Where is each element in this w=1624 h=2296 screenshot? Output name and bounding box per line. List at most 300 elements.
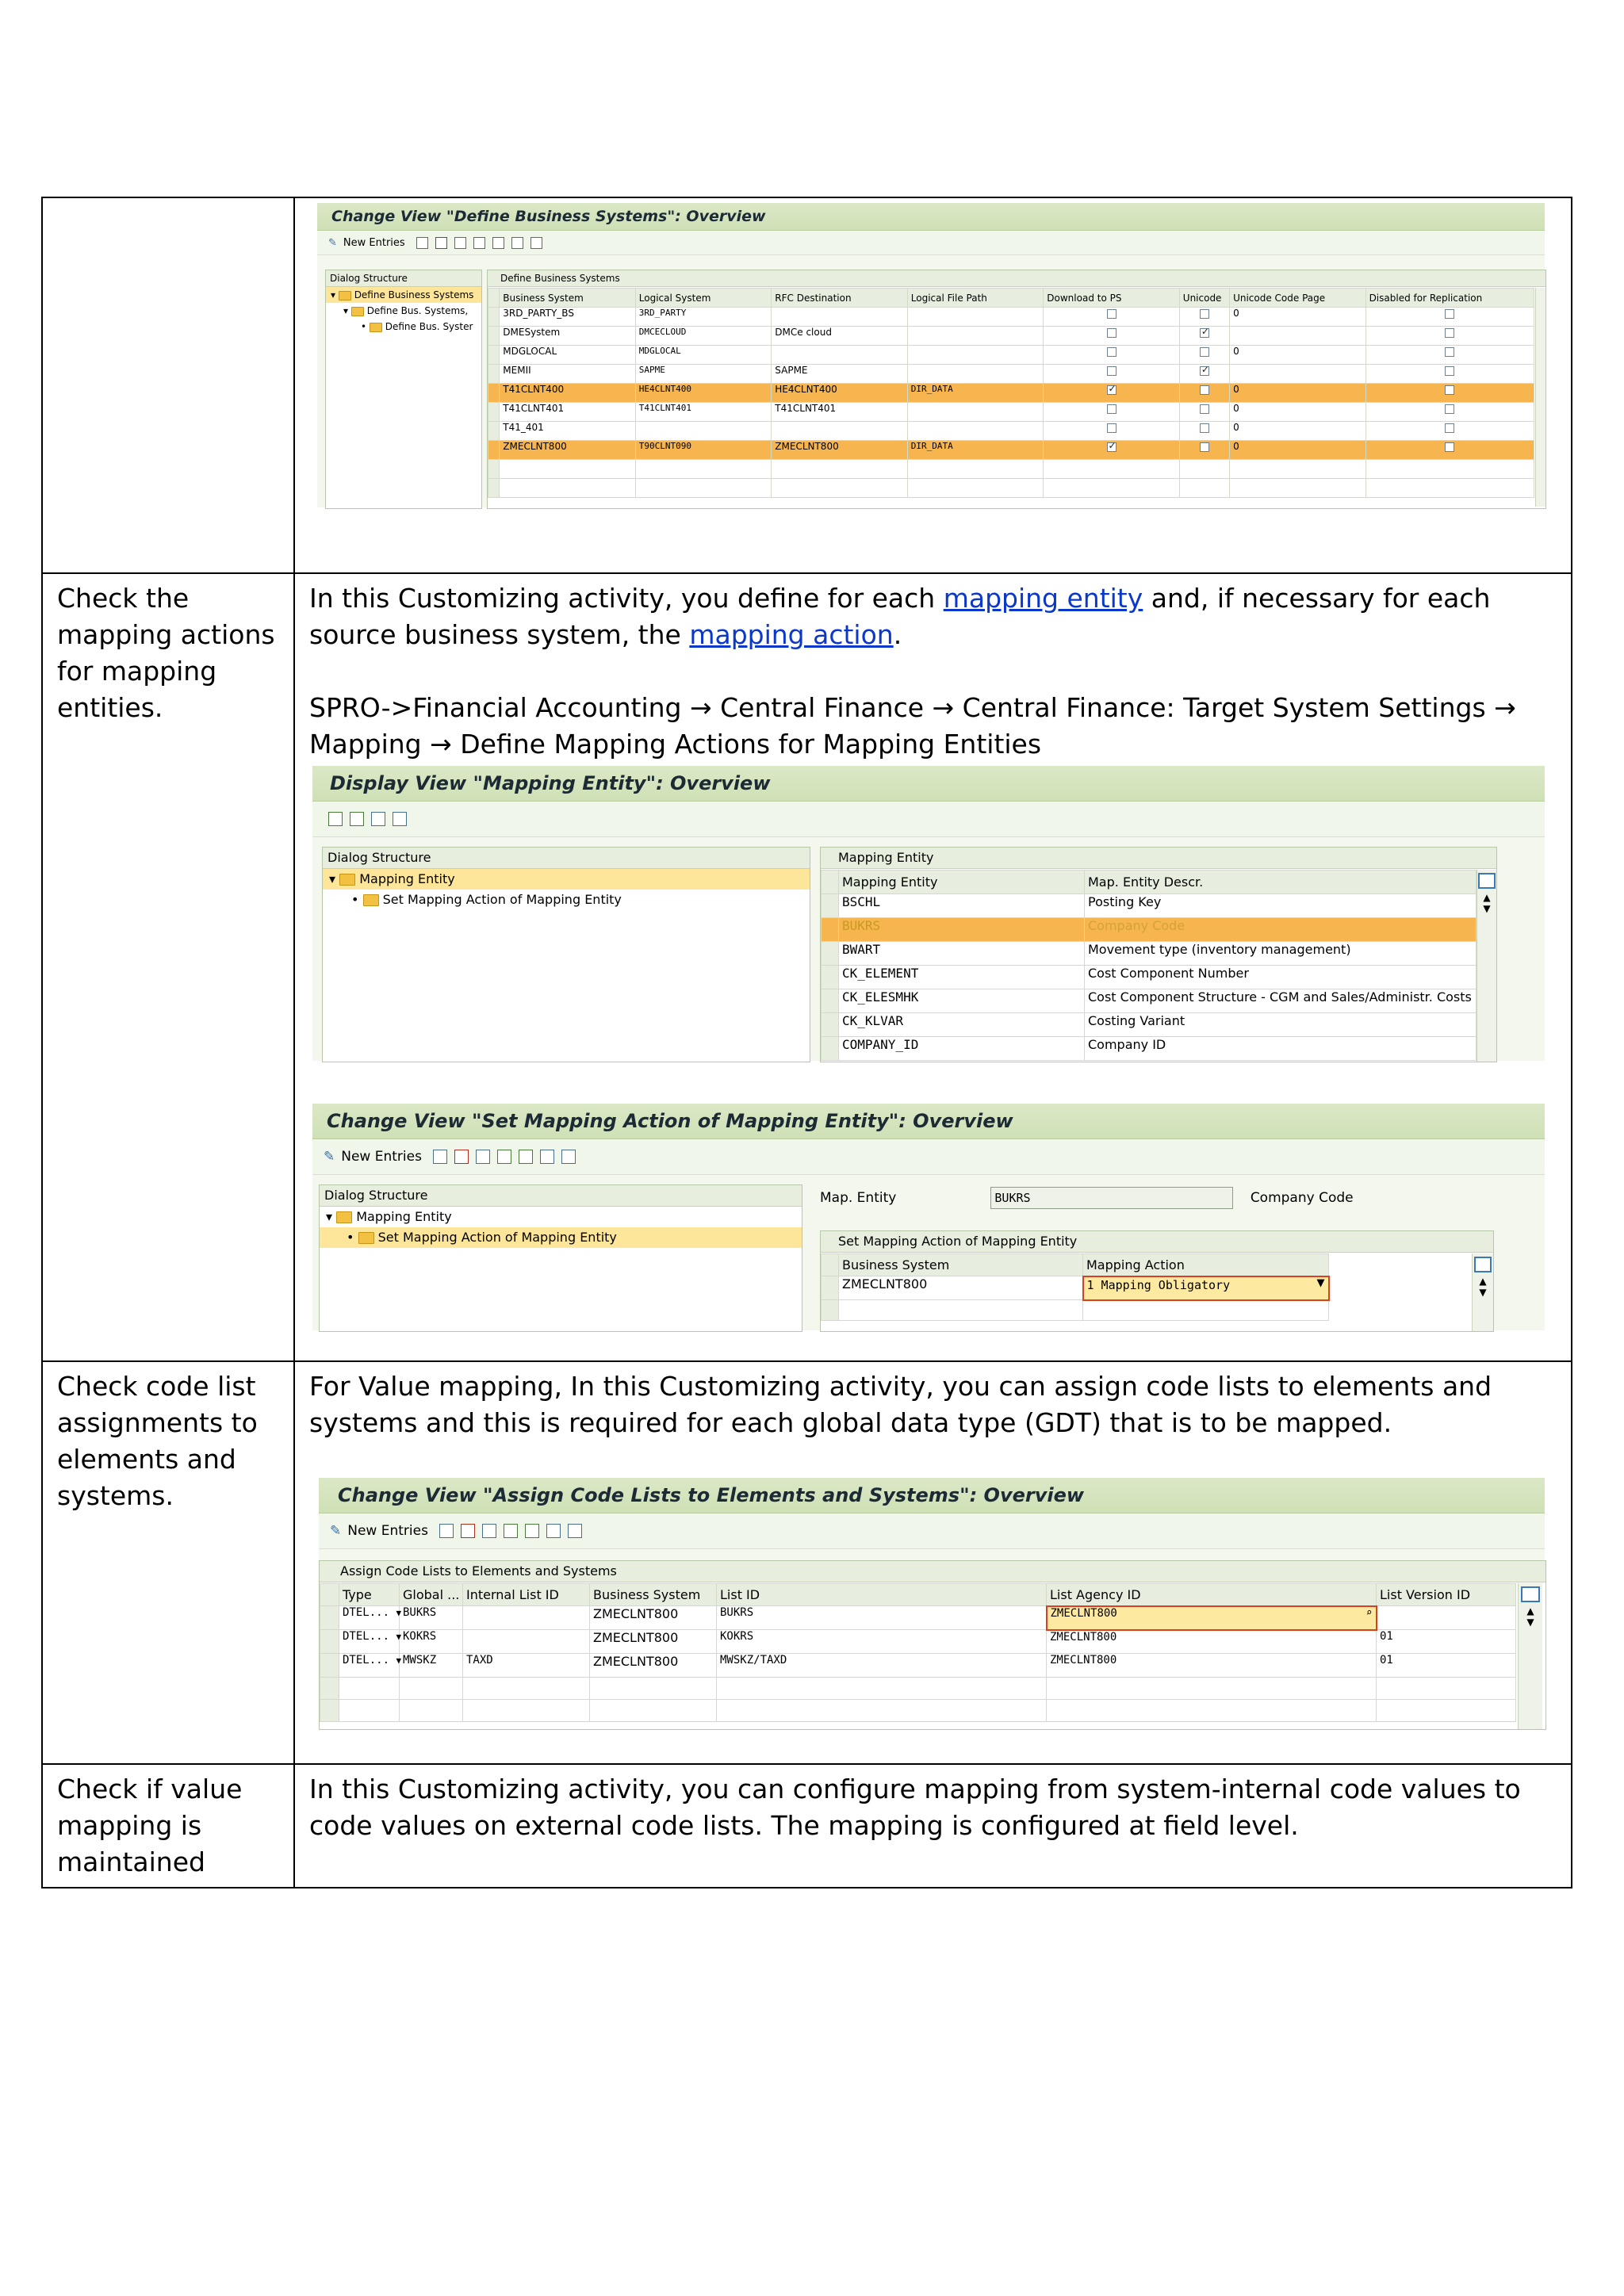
global-cell[interactable]: BUKRS [400,1606,463,1630]
entity-description-cell[interactable]: Cost Component Structure - CGM and Sales/Administr. Costs [1085,989,1477,1013]
rfc-destination-cell[interactable]: T41CLNT401 [772,403,908,422]
empty-cell[interactable] [400,1700,463,1722]
logical-system-cell[interactable]: HE4CLNT400 [635,384,772,403]
empty-cell[interactable] [907,460,1044,479]
entity-description-cell[interactable]: Costing Variant [1085,1013,1477,1037]
empty-cell[interactable] [400,1678,463,1700]
select-block-icon[interactable] [525,1524,539,1538]
pencil-glasses-icon[interactable]: ✎ [328,236,337,249]
mapping-entity-cell[interactable]: BWART [839,942,1085,966]
disabled-for-replication-cell[interactable] [1365,308,1534,327]
select-block-icon[interactable] [492,237,504,249]
expand-arrow-icon[interactable]: ▾ [343,305,349,316]
row-selector[interactable] [822,966,839,989]
vertical-scrollbar[interactable] [1518,1583,1542,1729]
business-system-cell[interactable]: T41CLNT401 [500,403,636,422]
table-row[interactable] [320,1606,1516,1630]
tree-label: Mapping Entity [356,1209,452,1224]
checkbox[interactable] [1445,309,1454,319]
mapping-entity-cell[interactable]: CK_ELESMHK [839,989,1085,1013]
rfc-destination-cell[interactable]: ZMECLNT800 [772,441,908,460]
undo-icon[interactable] [482,1524,496,1538]
empty-row[interactable] [488,460,1534,479]
table-row[interactable] [822,1013,1477,1037]
business-system-cell[interactable]: ZMECLNT800 [590,1630,717,1654]
row-selector[interactable] [488,365,500,384]
mapping-entity-cell[interactable]: COMPANY_ID [839,1037,1085,1061]
unicode-cell[interactable] [1179,384,1229,403]
rfc-destination-cell[interactable] [772,346,908,365]
vertical-scrollbar[interactable] [1472,1253,1493,1331]
table-row[interactable] [488,384,1534,403]
tree-item-define-bus-syster[interactable] [326,319,481,335]
unicode-cell[interactable] [1179,365,1229,384]
column-header[interactable]: Business System [839,1254,1083,1276]
disabled-for-replication-cell[interactable] [1365,384,1534,403]
logical-system-cell[interactable] [635,422,772,441]
table-row[interactable] [822,989,1477,1013]
logical-file-path-cell[interactable] [907,403,1044,422]
download-to-ps-cell[interactable] [1044,346,1180,365]
empty-cell[interactable] [635,479,772,498]
grid-settings-icon[interactable] [1521,1586,1540,1602]
row-selector[interactable] [822,989,839,1013]
empty-cell[interactable] [1365,460,1534,479]
global-cell[interactable]: MWSKZ [400,1654,463,1678]
logical-system-cell[interactable]: MDGLOCAL [635,346,772,365]
select-block-icon[interactable] [350,812,364,826]
deselect-all-icon[interactable] [371,812,385,826]
business-system-cell[interactable]: 3RD_PARTY_BS [500,308,636,327]
tree-item-define-business-systems[interactable] [326,287,481,303]
expand-arrow-icon[interactable]: ▾ [326,1209,333,1224]
row-selector[interactable] [488,327,500,346]
logical-file-path-cell[interactable] [907,422,1044,441]
checkbox[interactable] [1107,404,1116,414]
vertical-scrollbar[interactable] [1535,288,1545,507]
scroll-down-icon[interactable]: ▼ [1526,1617,1534,1628]
delete-icon[interactable] [435,237,447,249]
row-selector[interactable] [320,1678,339,1700]
checkbox[interactable] [1107,366,1116,376]
row-selector[interactable] [488,308,500,327]
row-selector[interactable] [822,1300,839,1321]
empty-cell[interactable] [1047,1700,1377,1722]
entity-description-cell[interactable]: Posting Key [1085,894,1477,918]
empty-cell[interactable] [1044,479,1180,498]
unicode-code-page-cell[interactable]: 0 [1230,422,1366,441]
list-id-cell[interactable]: MWSKZ/TAXD [717,1654,1047,1678]
logical-file-path-cell[interactable] [907,327,1044,346]
new-entries-button[interactable]: New Entries [343,236,405,249]
download-to-ps-cell[interactable] [1044,403,1180,422]
mapping-entity-link[interactable]: mapping entity [943,583,1143,614]
checkbox[interactable] [1445,366,1454,376]
download-to-ps-cell[interactable] [1044,365,1180,384]
table-row[interactable] [488,403,1534,422]
row-selector[interactable] [488,346,500,365]
empty-cell[interactable] [463,1700,590,1722]
mapping-action-link[interactable]: mapping action [689,619,894,650]
logical-file-path-cell[interactable]: DIR_DATA [907,384,1044,403]
download-to-ps-cell[interactable] [1044,308,1180,327]
delete-icon[interactable] [454,1150,469,1164]
table-row[interactable] [320,1654,1516,1678]
empty-row[interactable] [488,479,1534,498]
row-selector[interactable] [822,918,839,942]
unicode-code-page-cell[interactable] [1230,365,1366,384]
print-icon[interactable] [568,1524,582,1538]
checkbox[interactable] [1107,423,1116,433]
logical-file-path-cell[interactable] [907,365,1044,384]
row-selector[interactable] [488,422,500,441]
list-agency-value: ZMECLNT800 [1050,1606,1117,1620]
empty-cell[interactable] [1044,460,1180,479]
column-header[interactable]: Business System [500,289,636,308]
row-selector[interactable] [488,403,500,422]
mapping-entity-cell[interactable]: CK_ELEMENT [839,966,1085,989]
checkbox[interactable] [1107,347,1116,357]
business-system-cell[interactable]: DMESystem [500,327,636,346]
folder-open-icon [339,874,355,886]
unicode-cell[interactable] [1179,308,1229,327]
list-agency-id-cell[interactable] [1047,1630,1377,1654]
unicode-cell[interactable] [1179,327,1229,346]
list-version-id-cell[interactable]: 01 [1377,1654,1516,1678]
chevron-down-icon[interactable]: ▼ [396,1632,402,1642]
empty-cell[interactable] [1365,479,1534,498]
unicode-cell[interactable] [1179,403,1229,422]
table-row[interactable] [488,365,1534,384]
download-to-ps-cell[interactable] [1044,441,1180,460]
column-header[interactable]: List Agency ID [1047,1584,1377,1606]
select-all-cell[interactable] [320,1584,339,1606]
unicode-code-page-cell[interactable]: 0 [1230,308,1366,327]
rfc-destination-cell[interactable] [772,308,908,327]
scroll-up-icon[interactable]: ▲ [1483,892,1491,903]
empty-cell[interactable] [717,1700,1047,1722]
empty-cell[interactable] [1083,1300,1329,1321]
checkbox[interactable] [1200,442,1209,452]
select-all-icon[interactable] [504,1524,518,1538]
logical-file-path-cell[interactable]: DIR_DATA [907,441,1044,460]
type-dropdown[interactable] [339,1606,400,1630]
empty-cell[interactable] [500,460,636,479]
list-id-cell[interactable]: BUKRS [717,1606,1047,1630]
checkbox[interactable] [1200,328,1209,338]
scroll-up-icon[interactable]: ▲ [1526,1605,1534,1617]
select-all-cell[interactable] [488,289,500,308]
screen-title: Display View "Mapping Entity": Overview [312,766,1545,802]
undo-icon[interactable] [476,1150,490,1164]
row-selector[interactable] [822,942,839,966]
row-selector[interactable] [822,1037,839,1061]
download-to-ps-cell[interactable] [1044,327,1180,346]
empty-cell[interactable] [1047,1678,1377,1700]
download-to-ps-cell[interactable] [1044,422,1180,441]
empty-cell[interactable] [590,1700,717,1722]
empty-cell[interactable] [1377,1678,1516,1700]
table-row[interactable] [488,308,1534,327]
row-selector[interactable] [320,1606,339,1630]
internal-list-id-cell[interactable] [463,1630,590,1654]
deselect-all-icon[interactable] [546,1524,561,1538]
logical-system-cell[interactable]: DMCECLOUD [635,327,772,346]
checkbox[interactable] [1200,423,1209,433]
column-header[interactable]: Map. Entity Descr. [1085,871,1477,894]
type-dropdown[interactable] [339,1654,400,1678]
checkbox[interactable] [1445,328,1454,338]
deselect-all-icon[interactable] [540,1150,554,1164]
entity-description-cell[interactable]: Cost Component Number [1085,966,1477,989]
pencil-glasses-icon[interactable]: ✎ [330,1523,342,1539]
table-row[interactable] [488,346,1534,365]
print-icon[interactable] [561,1150,576,1164]
unicode-cell[interactable] [1179,422,1229,441]
empty-cell[interactable] [590,1678,717,1700]
column-header[interactable]: Download to PS [1044,289,1180,308]
mapping-entity-panel [820,847,1497,1062]
column-header[interactable]: Mapping Entity [839,871,1085,894]
search-help-icon[interactable]: ⌕ [1365,1606,1373,1619]
entity-description-cell[interactable]: Company Code [1085,918,1477,942]
unicode-code-page-cell[interactable]: 0 [1230,403,1366,422]
business-system-cell[interactable]: MDGLOCAL [500,346,636,365]
checkbox[interactable] [1445,423,1454,433]
vertical-scrollbar[interactable] [1477,870,1496,1062]
empty-cell[interactable] [635,460,772,479]
undo-icon[interactable] [454,237,466,249]
scroll-up-icon[interactable]: ▲ [1479,1276,1487,1287]
unicode-code-page-cell[interactable]: 0 [1230,441,1366,460]
checkbox[interactable] [1445,404,1454,414]
table-row[interactable] [822,918,1477,942]
select-block-icon[interactable] [519,1150,533,1164]
column-header[interactable]: Type [339,1584,400,1606]
row-selector[interactable] [320,1630,339,1654]
empty-cell[interactable] [1179,460,1229,479]
logical-file-path-cell[interactable] [907,308,1044,327]
unicode-code-page-cell[interactable] [1230,327,1366,346]
column-header[interactable]: RFC Destination [772,289,908,308]
logical-system-cell[interactable]: T90CLNT090 [635,441,772,460]
business-system-cell[interactable]: T41CLNT400 [500,384,636,403]
row-selector[interactable] [488,441,500,460]
grid-settings-icon[interactable] [1478,873,1496,889]
logical-system-cell[interactable]: T41CLNT401 [635,403,772,422]
mapping-entity-cell[interactable]: BSCHL [839,894,1085,918]
dialog-structure-panel [325,270,482,509]
new-entries-button[interactable]: New Entries [347,1523,428,1539]
unicode-cell[interactable] [1179,441,1229,460]
scroll-down-icon[interactable]: ▼ [1483,903,1491,914]
disabled-for-replication-cell[interactable] [1365,327,1534,346]
row-selector[interactable] [822,1276,839,1300]
row-selector[interactable] [320,1654,339,1678]
empty-cell[interactable] [907,479,1044,498]
row-selector[interactable] [488,479,500,498]
mapping-action-dropdown[interactable] [1083,1276,1329,1300]
deselect-all-icon[interactable] [511,237,523,249]
empty-row[interactable] [320,1700,1516,1722]
rfc-destination-cell[interactable] [772,422,908,441]
row-selector[interactable] [488,460,500,479]
internal-list-id-cell[interactable]: TAXD [463,1654,590,1678]
checkbox[interactable] [1200,347,1209,357]
list-version-id-cell[interactable] [1377,1606,1516,1630]
tree-item-set-mapping-action[interactable] [320,1227,802,1248]
print-icon[interactable] [530,237,542,249]
select-all-icon[interactable] [497,1150,511,1164]
copy-icon[interactable] [439,1524,454,1538]
business-system-cell[interactable]: MEMII [500,365,636,384]
empty-cell[interactable] [500,479,636,498]
empty-cell[interactable] [1230,460,1366,479]
empty-cell[interactable] [772,460,908,479]
disabled-for-replication-cell[interactable] [1365,346,1534,365]
select-all-cell[interactable] [822,871,839,894]
row-selector[interactable] [320,1700,339,1722]
delete-icon[interactable] [461,1524,475,1538]
unicode-cell[interactable] [1179,346,1229,365]
map-entity-input[interactable]: BUKRS [990,1187,1233,1209]
empty-cell[interactable] [339,1678,400,1700]
mapping-entity-cell[interactable]: CK_KLVAR [839,1013,1085,1037]
select-all-icon[interactable] [473,237,485,249]
column-header[interactable]: Mapping Action [1083,1254,1329,1276]
column-header[interactable]: Internal List ID [463,1584,590,1606]
checkbox[interactable] [1107,328,1116,338]
empty-row[interactable] [320,1678,1516,1700]
content-cell [294,1764,1572,1888]
expand-arrow-icon[interactable]: ▾ [331,289,336,300]
column-header[interactable]: Global ... [400,1584,463,1606]
chevron-down-icon[interactable]: ▼ [396,1608,402,1618]
expand-arrow-icon[interactable]: ▾ [329,871,336,886]
table-row[interactable] [320,1630,1516,1654]
table-row[interactable] [822,966,1477,989]
column-header[interactable]: List Version ID [1377,1584,1516,1606]
table-row[interactable] [488,441,1534,460]
empty-cell[interactable] [772,479,908,498]
type-dropdown[interactable] [339,1630,400,1654]
grid-settings-icon[interactable] [1474,1257,1492,1272]
download-to-ps-cell[interactable] [1044,384,1180,403]
empty-cell[interactable] [1377,1700,1516,1722]
select-all-cell[interactable] [822,1254,839,1276]
table-row[interactable] [488,422,1534,441]
disabled-for-replication-cell[interactable] [1365,422,1534,441]
bullet-icon: • [361,321,367,332]
copy-icon[interactable] [433,1150,447,1164]
panel-title: Define Business Systems [488,270,1545,287]
tree-item-define-bus-systems[interactable] [326,303,481,319]
empty-cell[interactable] [339,1700,400,1722]
business-system-cell[interactable]: ZMECLNT800 [500,441,636,460]
chevron-down-icon[interactable]: ▼ [1316,1276,1325,1289]
checkbox[interactable] [1200,309,1209,319]
empty-cell[interactable] [463,1678,590,1700]
checkbox[interactable] [1200,385,1209,395]
internal-list-id-cell[interactable] [463,1606,590,1630]
disabled-for-replication-cell[interactable] [1365,441,1534,460]
column-header[interactable]: Business System [590,1584,717,1606]
table-row[interactable] [822,1037,1477,1061]
checkbox[interactable] [1445,442,1454,452]
rfc-destination-cell[interactable]: SAPME [772,365,908,384]
column-header[interactable]: Logical File Path [907,289,1044,308]
chevron-down-icon[interactable]: ▼ [396,1655,402,1666]
table-row [42,1764,1572,1888]
table-row[interactable] [822,942,1477,966]
unicode-code-page-cell[interactable]: 0 [1230,384,1366,403]
global-cell[interactable]: KOKRS [400,1630,463,1654]
empty-cell[interactable] [1179,479,1229,498]
new-entries-button[interactable]: New Entries [341,1149,422,1165]
unicode-code-page-cell[interactable]: 0 [1230,346,1366,365]
checkbox[interactable] [1107,309,1116,319]
list-agency-id-cell[interactable] [1047,1606,1377,1630]
empty-cell[interactable] [1230,479,1366,498]
checkbox[interactable] [1200,404,1209,414]
pencil-glasses-icon[interactable]: ✎ [324,1149,335,1165]
logical-file-path-cell[interactable] [907,346,1044,365]
tree-item-set-mapping-action[interactable] [323,890,810,910]
empty-cell[interactable] [717,1678,1047,1700]
scroll-down-icon[interactable]: ▼ [1479,1287,1487,1298]
checkbox[interactable] [1445,385,1454,395]
disabled-for-replication-cell[interactable] [1365,365,1534,384]
column-header[interactable]: Unicode Code Page [1230,289,1366,308]
disabled-for-replication-cell[interactable] [1365,403,1534,422]
business-system-cell[interactable]: ZMECLNT800 [839,1276,1083,1300]
tree-item-mapping-entity[interactable] [323,869,810,890]
entity-description-cell[interactable]: Movement type (inventory management) [1085,942,1477,966]
entity-description-cell[interactable]: Company ID [1085,1037,1477,1061]
checkbox[interactable] [1107,442,1116,452]
column-header[interactable]: Unicode [1179,289,1229,308]
list-version-id-cell[interactable]: 01 [1377,1630,1516,1654]
select-all-icon[interactable] [328,812,343,826]
checkbox[interactable] [1445,347,1454,357]
assign-code-lists-panel [319,1560,1546,1730]
rfc-destination-cell[interactable]: DMCe cloud [772,327,908,346]
column-header[interactable]: Logical System [635,289,772,308]
row-selector[interactable] [488,384,500,403]
empty-cell[interactable] [839,1300,1083,1321]
print-icon[interactable] [393,812,407,826]
business-system-cell[interactable]: ZMECLNT800 [590,1654,717,1678]
business-system-cell[interactable]: T41_401 [500,422,636,441]
logical-system-cell[interactable]: SAPME [635,365,772,384]
checkbox[interactable] [1107,385,1116,395]
table-row[interactable] [822,894,1477,918]
row-selector[interactable] [822,894,839,918]
checkbox[interactable] [1200,366,1209,376]
copy-icon[interactable] [416,237,428,249]
table-row[interactable] [488,327,1534,346]
tree-item-mapping-entity[interactable] [320,1207,802,1227]
logical-system-cell[interactable]: 3RD_PARTY [635,308,772,327]
column-header[interactable]: List ID [717,1584,1047,1606]
rfc-destination-cell[interactable]: HE4CLNT400 [772,384,908,403]
business-system-cell[interactable]: ZMECLNT800 [590,1606,717,1630]
column-header[interactable]: Disabled for Replication [1365,289,1534,308]
mapping-entity-cell[interactable]: BUKRS [839,918,1085,942]
row-selector[interactable] [822,1013,839,1037]
list-agency-id-cell[interactable] [1047,1654,1377,1678]
list-id-cell[interactable]: KOKRS [717,1630,1047,1654]
